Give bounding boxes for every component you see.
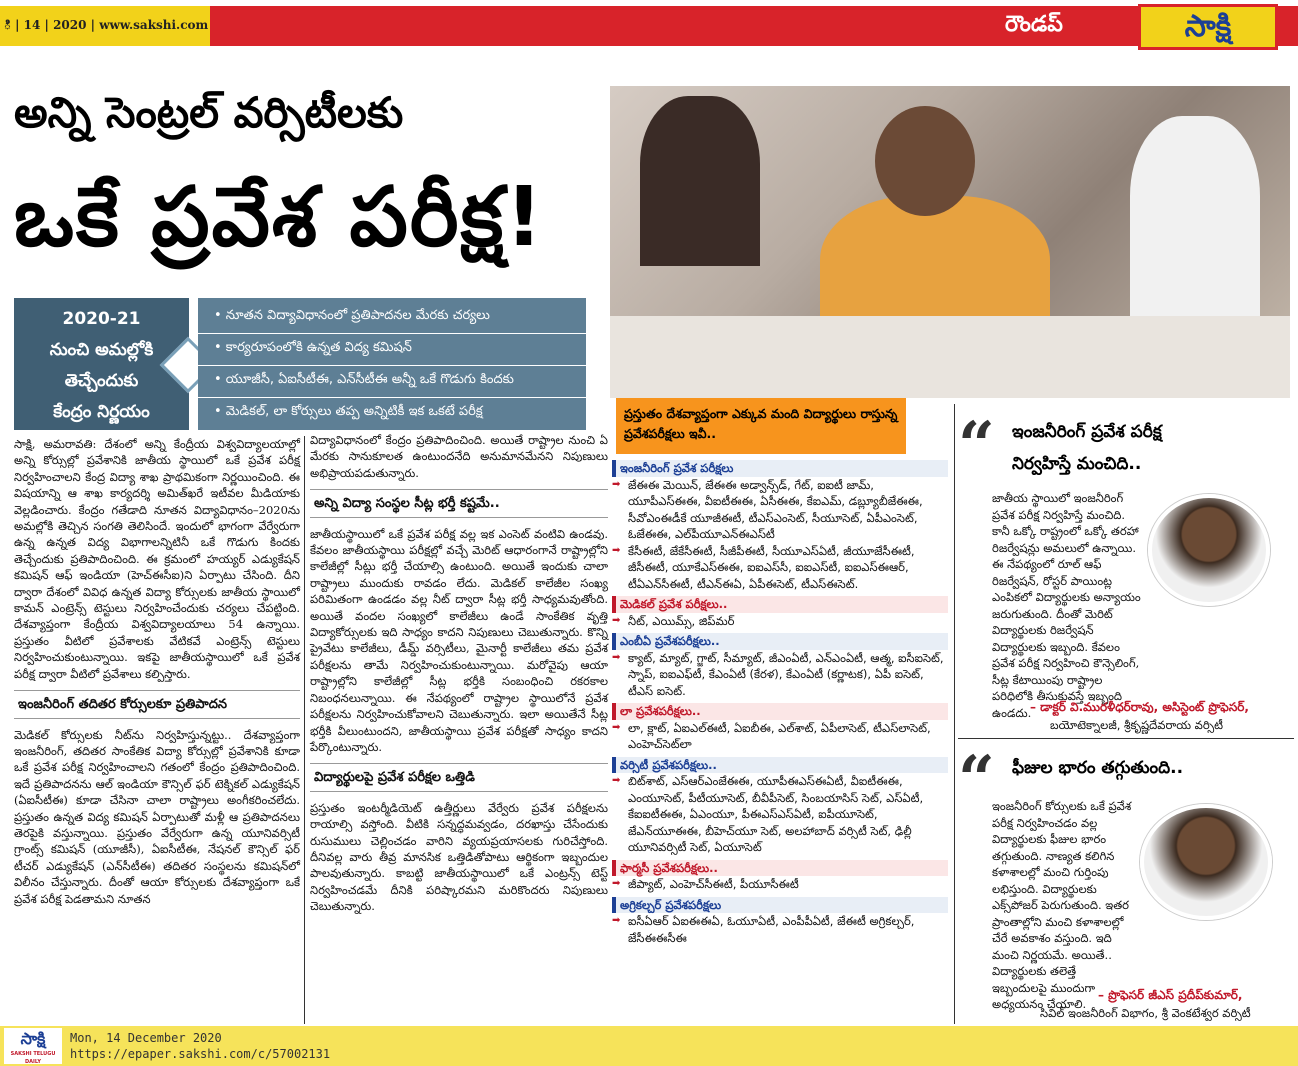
quote-divider xyxy=(958,738,1294,739)
exams-list xyxy=(612,456,948,946)
students-exam-photo xyxy=(610,86,1290,398)
quote1-signature: – డాక్టర్ వి.మురళీధర్‌రావు, అసిస్టెంట్ ప్రొఫెసర్, xyxy=(1030,700,1249,714)
subheading: విద్యార్థులపై ప్రవేశ పరీక్షల ఒత్తిడి xyxy=(310,763,608,791)
footer-url[interactable]: https://epaper.sakshi.com/c/57002131 xyxy=(70,1047,331,1061)
epaper-footer xyxy=(0,1026,1298,1066)
quote2-affiliation: సివిల్ ఇంజనీరింగ్ విభాగం, శ్రీ వెంకటేశ్వర వర్సిటీ xyxy=(1040,1006,1251,1020)
exam-item: ➡ బిట్‌శాట్, ఎస్ఆర్ఎంజేఈఈ, యూపీఈఎస్‌ఈఏటీ, వీఐటీఈఈ, ఎంయూసెట్, పీటీయూసెట్, బీవీపీసెట్, సింబయాసిస్ సెట్, ఎస్ఏటీ, కేఐఐటీఈఈ, ఏఎంయూ, పీఈఎస్‌ఎస్ఏటీ, ఐపీయూసెట్, జేఎన్‌యూఈఈ, బీహెచ్‌యూ సెట్, అలహాబాద్ వర్సిటీ సెట్, ఢిల్లీ యూనివర్సిటీ సెట్, ఏయూసెట్ xyxy=(612,773,948,856)
quote1-title-line1: ఇంజనీరింగ్ ప్రవేశ పరీక్ష xyxy=(1012,422,1162,442)
decision-line3: తెచ్చేందుకు xyxy=(64,371,139,391)
decision-point: • నూతన విద్యావిధానంలో ప్రతిపాదనల మేరకు చర్యలు xyxy=(198,302,586,334)
exam-item: ➡ ఐసీఏఆర్ ఏఐఈఈఏ, ఓయూఏటీ, ఎంపీపీఏటీ, జేఈటీ అగ్రికల్చర్, జేసీఈఈసీఈ xyxy=(612,913,948,946)
article-column-2 xyxy=(310,432,608,915)
quote2-text-block xyxy=(992,798,1134,1011)
dateline: ి | 14 | 2020 | www.sakshi.com xyxy=(0,6,210,46)
exam-item: ➡ జేఈఈ మెయిన్, జేఈఈ అడ్వాన్స్‌డ్, గేట్, ఐఐటీ జామ్, యూపీఎస్ఈఈ, వీఐటీఈఈ, ఏసీఈఈ, కేఐఎమ్, డబ్ల్యూబీజేఈఈ, సీవోఎంఈడీకే యూజీఈటీ, టీఎస్‌ఎంసెట్, సీయూసెట్, ఏపీఎంసెట్, ఓజేఈఈ, ఎల్‌పీయూఎన్ఈఎస్‌టీ xyxy=(612,477,948,543)
brand-logo: సాక్షి xyxy=(1138,4,1278,50)
article-paragraph: జాతీయస్థాయిలో ఒకే ప్రవేశ పరీక్ష వల్ల ఇక ఎంసెట్ వంటివి ఉండవు. కేవలం జాతీయస్థాయి పరీక్షల్లో వచ్చే మెరిట్ ఆధారంగానే రాష్ట్రాల్లోని కాలేజీల్లో సీట్లు భర్తీ చేయాల్సి ఉంటుంది. అయితే ఇందుకు చాలా రాష్ట్రాలు ముందుకు రావడం లేదు. మెడికల్ కాలేజీల సంఖ్య పరిమితంగా ఉండడం వల్ల నీట్ ద్వారా సీట్ల భర్తీ సాధ్యమవుతోంది. అయితే వందల సంఖ్యలో కాలేజీలు ఉండే సాంకేతిక వృత్తి విద్యాకోర్సులకు ఇది సాధ్యం కాదని నిపుణులు చెబుతున్నారు. కొన్ని ప్రైవేటు కాలేజీలు, డీమ్డ్ వర్సిటీలు, మైనార్టీ కాలేజీలు తమ ప్రవేశ పరీక్షలను తామే నిర్వహించుకుంటున్నాయి. మరోవైపు ఆయా రాష్ట్రాల్లోని కాలేజీల్లో సీట్ల భర్తీకి సంబంధించి రకరకాల నిబంధనలున్నాయి. ఈ నేపథ్యంలో రాష్ట్రాల స్థాయిలోనే ప్రవేశ పరీక్షలను నిర్వహించుకోవాలని చెబుతున్నారు. ఇలా అయితేనే సీట్ల భర్తీకి వీలుంటుందని, జాతీయస్థాయి ప్రవేశ పరీక్షతో సాధ్యం కాదని పేర్కొంటున్నారు. xyxy=(310,526,608,754)
decision-points xyxy=(198,298,586,430)
decision-year: 2020-21 xyxy=(62,309,141,329)
exam-item: ➡ జీప్యాట్, ఎంహెచ్‌సీఈటీ, పీయూసీఈటీ xyxy=(612,876,948,893)
exam-item: ➡ నీట్, ఎయిమ్స్, జిప్‌మర్ xyxy=(612,613,948,630)
decision-point: • కార్యరూపంలోకి ఉన్నత విద్య కమిషన్ xyxy=(198,334,586,366)
subheading: ఇంజనీరింగ్ తదితర కోర్సులకూ ప్రతిపాదన xyxy=(14,690,300,718)
footer-meta xyxy=(70,1030,330,1062)
expert2-portrait xyxy=(1140,804,1272,920)
exam-category: ఎంబీఏ ప్రవేశపరీక్షలు.. xyxy=(612,633,948,650)
quote1-title-line2: నిర్వహిస్తే మంచిది.. xyxy=(1012,454,1142,474)
exam-category: మెడికల్ ప్రవేశ పరీక్షలు.. xyxy=(612,596,948,613)
decision-line4: కేంద్రం నిర్ణయం xyxy=(53,402,150,422)
article-column-1 xyxy=(14,436,300,907)
quote-mark-icon: “ xyxy=(958,408,995,483)
article-paragraph: సాక్షి, అమరావతి: దేశంలో అన్ని కేంద్రీయ విశ్వవిద్యాలయాల్లో అన్ని కోర్సుల్లో ప్రవేశానికి జాతీయ స్థాయిలో ఒకే ప్రవేశ పరీక్ష నిర్వహించాలని కేంద్ర విద్యా శాఖ ప్రాథమికంగా నిర్ణయించింది. ఈ విషయాన్ని ఆ శాఖ కార్యదర్శి అమిత్‌ఖరే ఇటీవల మీడియాకు వెల్లడించారు. కేంద్రం గతేడాది నూతన విద్యావిధానం–2020ను అమల్లోకి తెచ్చిన సంగతి తెలిసిందే. ఇందులో భాగంగా వేర్వేరుగా ఉన్న ఉన్నత విద్య విభాగాలన్నిటినీ ఒకే గొడుగు కిందకు తెచ్చేందుకు ప్రతిపాదించింది. ఈ క్రమంలో హయ్యర్ ఎడ్యుకేషన్ కమిషన్ ఆఫ్ ఇండియా (హెచ్‌ఈసీఐ)ని ఏర్పాటు చేసింది. దీని ద్వారా దేశంలో వివిధ ఉన్నత విద్యా కోర్సులకు జాతీయ స్థాయిలో కామన్ ఎంట్రెన్స్ టెస్టులు నిర్వహించేందుకు చర్యలు చేపట్టింది. దేశవ్యాప్తంగా కేంద్రీయ విశ్వవిద్యాలయాలు 54 ఉన్నాయి. ప్రస్తుతం వీటిలో ప్రవేశాలకు వేటికవే ఎంట్రెన్స్ టెస్టులు నిర్వహించుకుంటున్నాయి. ఇకపై జాతీయస్థాయిలో ఒకే ప్రవేశ పరీక్ష ద్వారా వీటిలో ప్రవేశాలు కల్పిస్తారు. xyxy=(14,437,300,681)
quote2-title: ఫీజుల భారం తగ్గుతుంది.. xyxy=(1012,758,1184,778)
article-paragraph: ప్రస్తుతం ఇంటర్మీడియెట్ ఉత్తీర్ణులు వేర్వేరు ప్రవేశ పరీక్షలను రాయాల్సి వస్తోంది. వీటికి సన్నద్ధమవ్వడం, దరఖాస్తు చేసేందుకు రుసుములు చెల్లించడం వారిని వ్యయప్రయాసలకు గురిచేస్తోంది. దీనివల్ల వారు తీవ్ర మానసిక ఒత్తిడితోపాటు ఆర్థికంగా ఇబ్బందుల పాలవుతున్నారు. కాబట్టి జాతీయస్థాయిలో ఒకే ఎంట్రన్స్ టెస్ట్ నిర్వహించడమే దీనికి పరిష్కారమని మరికొందరు నిపుణులు చెబుతున్నారు. xyxy=(310,800,608,914)
headline-line2: ఒకే ప్రవేశ పరీక్ష! xyxy=(14,170,545,265)
exam-category: వర్సిటీ ప్రవేశపరీక్షలు.. xyxy=(612,757,948,774)
section-label: రౌండప్ xyxy=(1005,12,1063,37)
column-rule xyxy=(304,436,305,1024)
decision-line2: నుంచి అమల్లోకి xyxy=(49,340,154,360)
footer-date: Mon, 14 December 2020 xyxy=(70,1031,222,1045)
exam-category: ఇంజనీరింగ్ ప్రవేశ పరీక్షలు xyxy=(612,460,948,477)
footer-logo: సాక్షి SAKSHI TELUGU DAILY xyxy=(4,1028,62,1064)
exam-item: ➡ క్యాట్, మ్యాట్, గ్జాట్, సీమ్యాట్, జీఎంఏటీ, ఎన్ఎంఏటీ, ఆత్మ, ఐసీఐసెట్, స్నాప్, ఐఐఎఫ్‌టీ, కేఎంఏటీ (కేరళ), కేఎంఏటీ (కర్ణాటక), ఏపీ ఐసెట్, టీఎస్ ఐసెట్. xyxy=(612,650,948,700)
quote2-signature: – ప్రొఫెసర్ జీఎస్ ప్రదీప్‌కుమార్, xyxy=(1098,988,1243,1002)
quote1-text-narrow xyxy=(992,490,1142,721)
expert1-portrait xyxy=(1148,494,1270,606)
exam-item: ➡ లా, క్లాట్, ఏఐఎల్ఈటీ, ఏఐబీఈ, ఎల్‌శాట్, ఏపీలాసెట్, టీఎస్‌లాసెట్, ఎంహెచ్‌సెట్‌లా xyxy=(612,720,948,753)
quote2-text: ఇంజనీరింగ్ కోర్సులకు ఒకే ప్రవేశ పరీక్ష నిర్వహించడం వల్ల విద్యార్థులకు ఫీజుల భారం తగ్గుతుంది. నాణ్యత కలిగిన కళాశాలల్లో మంచి గుర్తింపు లభిస్తుంది. విద్యార్థులకు ఎక్స్‌పోజర్ పెరుగుతుంది. ఇతర ప్రాంతాల్లోని మంచి కళాశాలల్లో చేరే అవకాశం వస్తుంది. ఇది మంచి నిర్ణయమే. అయితే.. విద్యార్థులకు తలెత్తే ఇబ్బందులపై ముందుగా అధ్యయనం చేయాలి. xyxy=(992,799,1132,1011)
column-rule xyxy=(954,404,955,1024)
headline-line1: అన్ని సెంట్రల్ వర్సిటీలకు xyxy=(14,88,404,137)
article-paragraph: మెడికల్ కోర్సులకు నీట్‌ను నిర్వహిస్తున్నట్టు.. దేశవ్యాప్తంగా ఇంజనీరింగ్, తదితర సాంకేతిక విద్యా కోర్సుల్లో ప్రవేశానికి కూడా ఒకే ప్రవేశ పరీక్ష నిర్వహించాలని గతంలో కేంద్రం ప్రతిపాదించింది. ఇదే ప్రతిపాదనను ఆల్ ఇండియా కౌన్సిల్ ఫర్ టెక్నికల్ ఎడ్యుకేషన్ (ఏఐసీటీఈ) కూడా చేసినా చాలా రాష్ట్రాలు అంగీకరించలేదు. ప్రస్తుతం ఉన్నత విద్య కమిషన్ ఏర్పాటుతో మళ్లీ ఆ ప్రతిపాదనలు తెరపైకి వస్తున్నాయి. ప్రస్తుతం వేర్వేరుగా ఉన్న యూనివర్సిటీ గ్రాంట్స్ కమిషన్ (యూజీసీ), ఏఐసీటీఈ, నేషనల్ కౌన్సిల్ ఫర్ టీచర్ ఎడ్యుకేషన్ (ఎన్‌సీటీఈ) తదితర సంస్థలను కమిషన్‌లో విలీనం చేస్తున్నారు. దీంతో ఆయా కోర్సులకు దేశవ్యాప్తంగా ఒకే ప్రవేశ పరీక్ష పెడతామని నూతన xyxy=(14,727,300,906)
exam-category: ఫార్మసీ ప్రవేశపరీక్షలు.. xyxy=(612,860,948,877)
article-paragraph: విద్యావిధానంలో కేంద్రం ప్రతిపాదించింది. అయితే రాష్ట్రాల నుంచి ఏ మేరకు సానుకూలత ఉంటుందనేది అనుమానమేనని నిపుణులు అభిప్రాయపడుతున్నారు. xyxy=(310,433,608,480)
exam-category: లా ప్రవేశపరీక్షలు.. xyxy=(612,703,948,720)
quote1-text: జాతీయ స్థాయిలో ఇంజనీరింగ్ ప్రవేశ పరీక్ష నిర్వహిస్తే మంచిది. కానీ ఒక్కో రాష్ట్రంలో ఒక్కో తరహా రిజర్వేషన్లు అమలులో ఉన్నాయి. ఈ నేపథ్యంలో రూల్ ఆఫ్ రిజర్వేషన్, రోస్టర్ పాయింట్ల ఎంపికలో విద్యార్థులకు అన్యాయం జరుగుతుంది. దీంతో మెరిట్ విద్యార్థులకు రిజర్వేషన్ విద్యార్థులకు ఇబ్బంది. కేవలం ప్రవేశ పరీక్ష నిర్వహించి కౌన్సెలింగ్, సీట్ల కేటాయింపు రాష్ట్రాల పరిధిలోకి తీసుకువస్తే ఇబ్బంది ఉండదు. xyxy=(992,491,1141,720)
exams-heading: ప్రస్తుతం దేశవ్యాప్తంగా ఎక్కువ మంది విద్యార్థులు రాస్తున్న ప్రవేశపరీక్షలు ఇవీ.. xyxy=(616,398,906,454)
quote1-affiliation: బయోటెక్నాలజీ, శ్రీకృష్ణదేవరాయ వర్సిటీ xyxy=(1050,718,1223,732)
decision-point: • మెడికల్, లా కోర్సులు తప్ప అన్నిటికీ ఇక ఒకటే పరీక్ష xyxy=(214,404,483,419)
subheading: అన్ని విద్యా సంస్థల సీట్ల భర్తీ కష్టమే.. xyxy=(310,489,608,517)
decision-point: • యూజీసీ, ఏఐసీటీఈ, ఎన్‌సీటీఈ అన్నీ ఒకే గొడుగు కిందకు xyxy=(198,366,586,398)
quote-mark-icon: “ xyxy=(958,742,995,817)
exam-category: అగ్రికల్చర్ ప్రవేశపరీక్షలు xyxy=(612,897,948,914)
exam-item: ➡ కేసీఈటీ, జేకేసీఈటీ, సీజీపీఈటీ, సీయూఎస్ఏటీ, జీయూజేసీఈటీ, జీసీఈటీ, యూకేఎస్ఈఈ, ఐఐఎస్‌సీ, ఐఐఎస్‌టీ, ఐఐఎస్ఈఆర్, టీఏఎన్‌సీఈటీ, టీఎన్ఈఏ, ఏపీఈసెట్, టీఎస్ఈసెట్. xyxy=(612,543,948,593)
